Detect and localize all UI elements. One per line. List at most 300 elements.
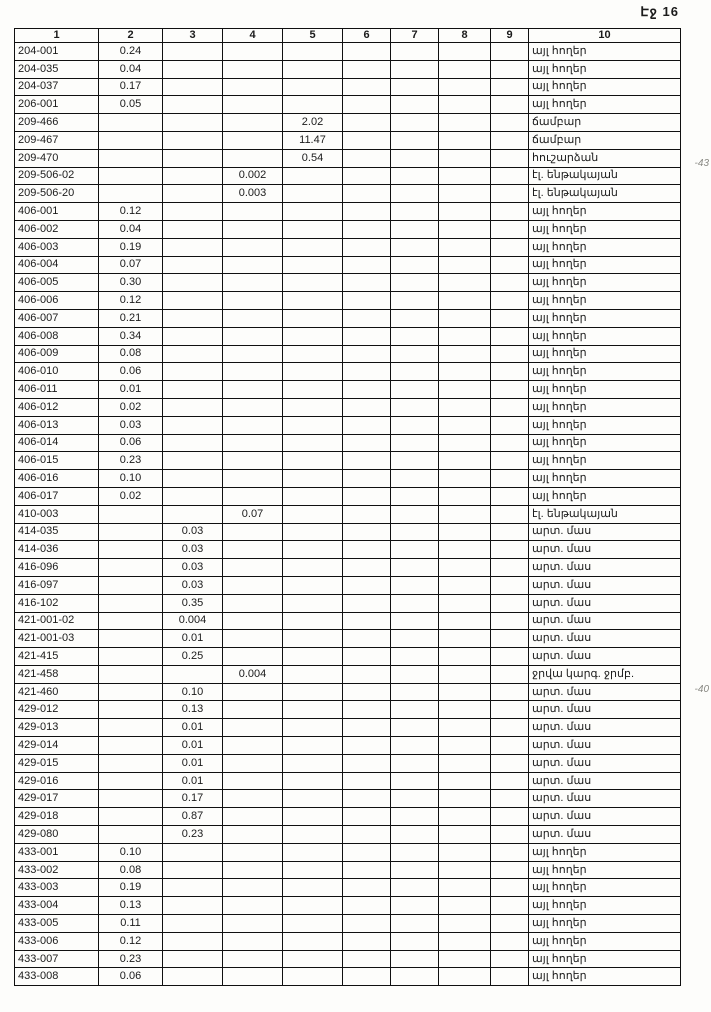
cell-col5 (283, 78, 343, 96)
cell-col5 (283, 861, 343, 879)
cell-col4: 0.003 (223, 185, 283, 203)
column-header-8: 8 (439, 29, 491, 43)
cell-col4 (223, 950, 283, 968)
cell-col4 (223, 861, 283, 879)
cell-col9 (491, 398, 529, 416)
table-row (15, 78, 681, 96)
cell-col1: 421-415 (15, 648, 99, 666)
cell-col2 (99, 505, 163, 523)
cell-col10: այլ հողեր (529, 879, 681, 897)
cell-col2: 0.06 (99, 434, 163, 452)
table-row (15, 950, 681, 968)
cell-col5 (283, 541, 343, 559)
cell-col5 (283, 470, 343, 488)
table-row (15, 434, 681, 452)
cell-col8 (439, 772, 491, 790)
cell-col8 (439, 238, 491, 256)
table-row (15, 452, 681, 470)
cell-col1: 416-096 (15, 559, 99, 577)
cell-col9 (491, 612, 529, 630)
table-row (15, 968, 681, 986)
cell-col8 (439, 932, 491, 950)
cell-col6 (343, 737, 391, 755)
cell-col1: 204-001 (15, 43, 99, 61)
cell-col1: 209-466 (15, 114, 99, 132)
cell-col3: 0.25 (163, 648, 223, 666)
cell-col7 (391, 897, 439, 915)
cell-col8 (439, 487, 491, 505)
cell-col3 (163, 78, 223, 96)
cell-col4 (223, 576, 283, 594)
cell-col2 (99, 594, 163, 612)
cell-col4 (223, 416, 283, 434)
cell-col8 (439, 897, 491, 915)
cell-col3: 0.03 (163, 523, 223, 541)
table-row (15, 790, 681, 808)
cell-col4 (223, 309, 283, 327)
column-header-10: 10 (529, 29, 681, 43)
cell-col10: արտ. մաս (529, 648, 681, 666)
cell-col1: 406-013 (15, 416, 99, 434)
cell-col6 (343, 96, 391, 114)
cell-col7 (391, 950, 439, 968)
table-row (15, 398, 681, 416)
table-row (15, 363, 681, 381)
cell-col8 (439, 683, 491, 701)
cell-col4 (223, 915, 283, 933)
cell-col4 (223, 968, 283, 986)
cell-col9 (491, 737, 529, 755)
cell-col10: այլ հողեր (529, 292, 681, 310)
cell-col3: 0.13 (163, 701, 223, 719)
cell-col9 (491, 149, 529, 167)
cell-col5 (283, 648, 343, 666)
cell-col7 (391, 843, 439, 861)
cell-col1: 406-014 (15, 434, 99, 452)
cell-col3: 0.87 (163, 808, 223, 826)
cell-col7 (391, 309, 439, 327)
cell-col5 (283, 185, 343, 203)
cell-col3: 0.01 (163, 630, 223, 648)
cell-col1: 406-003 (15, 238, 99, 256)
cell-col1: 433-005 (15, 915, 99, 933)
cell-col5 (283, 915, 343, 933)
cell-col1: 429-012 (15, 701, 99, 719)
cell-col7 (391, 381, 439, 399)
cell-col6 (343, 523, 391, 541)
cell-col9 (491, 826, 529, 844)
cell-col10: այլ հողեր (529, 43, 681, 61)
cell-col4 (223, 363, 283, 381)
cell-col3 (163, 665, 223, 683)
cell-col10: էլ. ենթակայան (529, 185, 681, 203)
cell-col10: այլ հողեր (529, 861, 681, 879)
cell-col3 (163, 327, 223, 345)
cell-col8 (439, 149, 491, 167)
cell-col5 (283, 701, 343, 719)
table-row (15, 167, 681, 185)
cell-col10: այլ հողեր (529, 256, 681, 274)
table-row (15, 203, 681, 221)
cell-col7 (391, 238, 439, 256)
cell-col9 (491, 256, 529, 274)
cell-col8 (439, 274, 491, 292)
cell-col8 (439, 719, 491, 737)
table-row (15, 131, 681, 149)
cell-col4 (223, 220, 283, 238)
cell-col3 (163, 345, 223, 363)
cell-col8 (439, 309, 491, 327)
table-row (15, 327, 681, 345)
cell-col5 (283, 96, 343, 114)
cell-col6 (343, 968, 391, 986)
cell-col2 (99, 826, 163, 844)
cell-col5 (283, 968, 343, 986)
cell-col9 (491, 897, 529, 915)
cell-col4 (223, 256, 283, 274)
cell-col6 (343, 416, 391, 434)
cell-col8 (439, 381, 491, 399)
cell-col6 (343, 434, 391, 452)
cell-col2: 0.04 (99, 220, 163, 238)
column-header-1: 1 (15, 29, 99, 43)
cell-col6 (343, 665, 391, 683)
cell-col10: արտ. մաս (529, 630, 681, 648)
cell-col8 (439, 114, 491, 132)
cell-col2 (99, 576, 163, 594)
cell-col10: այլ հողեր (529, 274, 681, 292)
cell-col8 (439, 434, 491, 452)
table-row (15, 737, 681, 755)
cell-col10: արտ. մաս (529, 772, 681, 790)
cell-col5: 2.02 (283, 114, 343, 132)
cell-col2: 0.11 (99, 915, 163, 933)
cell-col3 (163, 861, 223, 879)
cell-col2: 0.23 (99, 452, 163, 470)
cell-col7 (391, 826, 439, 844)
table-row (15, 772, 681, 790)
cell-col10: այլ հողեր (529, 327, 681, 345)
cell-col1: 406-017 (15, 487, 99, 505)
cell-col4: 0.002 (223, 167, 283, 185)
table-row (15, 274, 681, 292)
cell-col5 (283, 309, 343, 327)
cell-col1: 433-006 (15, 932, 99, 950)
cell-col2: 0.07 (99, 256, 163, 274)
cell-col10: այլ հողեր (529, 78, 681, 96)
cell-col6 (343, 683, 391, 701)
cell-col2: 0.34 (99, 327, 163, 345)
cell-col8 (439, 43, 491, 61)
cell-col2 (99, 808, 163, 826)
cell-col5 (283, 203, 343, 221)
cell-col9 (491, 808, 529, 826)
cell-col6 (343, 363, 391, 381)
cell-col5 (283, 719, 343, 737)
cell-col4 (223, 612, 283, 630)
cell-col4 (223, 808, 283, 826)
cell-col7 (391, 60, 439, 78)
cell-col3 (163, 398, 223, 416)
cell-col7 (391, 932, 439, 950)
cell-col3: 0.10 (163, 683, 223, 701)
cell-col3 (163, 114, 223, 132)
cell-col9 (491, 665, 529, 683)
cell-col6 (343, 648, 391, 666)
cell-col7 (391, 114, 439, 132)
column-header-7: 7 (391, 29, 439, 43)
cell-col5: 0.54 (283, 149, 343, 167)
cell-col3 (163, 968, 223, 986)
cell-col10: այլ հողեր (529, 416, 681, 434)
cell-col3 (163, 185, 223, 203)
cell-col7 (391, 274, 439, 292)
table-row (15, 843, 681, 861)
cell-col4 (223, 719, 283, 737)
cell-col7 (391, 256, 439, 274)
cell-col9 (491, 185, 529, 203)
cell-col1: 406-010 (15, 363, 99, 381)
table-row (15, 381, 681, 399)
cell-col7 (391, 790, 439, 808)
cell-col5 (283, 363, 343, 381)
cell-col1: 406-006 (15, 292, 99, 310)
cell-col1: 433-001 (15, 843, 99, 861)
cell-col7 (391, 96, 439, 114)
cell-col10: ջրվա կարգ. ջրմբ. (529, 665, 681, 683)
cell-col5 (283, 772, 343, 790)
cell-col8 (439, 345, 491, 363)
cell-col10: այլ հողեր (529, 96, 681, 114)
cell-col2: 0.06 (99, 363, 163, 381)
cell-col4 (223, 292, 283, 310)
cell-col4 (223, 683, 283, 701)
cell-col4 (223, 43, 283, 61)
cell-col10: այլ հողեր (529, 60, 681, 78)
table-row (15, 719, 681, 737)
cell-col2: 0.23 (99, 950, 163, 968)
cell-col7 (391, 398, 439, 416)
cell-col8 (439, 612, 491, 630)
cell-col1: 421-460 (15, 683, 99, 701)
column-header-5: 5 (283, 29, 343, 43)
cell-col3 (163, 274, 223, 292)
cell-col8 (439, 452, 491, 470)
cell-col3 (163, 256, 223, 274)
cell-col1: 406-012 (15, 398, 99, 416)
table-row (15, 470, 681, 488)
cell-col8 (439, 648, 491, 666)
cell-col1: 429-013 (15, 719, 99, 737)
cell-col10: արտ. մաս (529, 790, 681, 808)
cell-col4 (223, 345, 283, 363)
cell-col3 (163, 292, 223, 310)
cell-col4 (223, 381, 283, 399)
cell-col2 (99, 665, 163, 683)
cell-col2: 0.12 (99, 203, 163, 221)
table-row (15, 612, 681, 630)
cell-col10: արտ. մաս (529, 559, 681, 577)
cell-col2 (99, 185, 163, 203)
cell-col4 (223, 523, 283, 541)
cell-col10: էլ. ենթակայան (529, 167, 681, 185)
cell-col5 (283, 559, 343, 577)
cell-col6 (343, 220, 391, 238)
cell-col2 (99, 114, 163, 132)
cell-col5 (283, 487, 343, 505)
table-row (15, 256, 681, 274)
column-header-3: 3 (163, 29, 223, 43)
cell-col6 (343, 576, 391, 594)
cell-col2: 0.03 (99, 416, 163, 434)
cell-col4: 0.07 (223, 505, 283, 523)
cell-col9 (491, 238, 529, 256)
cell-col7 (391, 719, 439, 737)
table-row (15, 559, 681, 577)
cell-col5 (283, 737, 343, 755)
cell-col9 (491, 576, 529, 594)
page-number-label: Էջ 16 (640, 4, 679, 19)
cell-col2: 0.04 (99, 60, 163, 78)
cell-col10: այլ հողեր (529, 238, 681, 256)
cell-col8 (439, 292, 491, 310)
cell-col6 (343, 274, 391, 292)
cell-col5 (283, 505, 343, 523)
cell-col2 (99, 701, 163, 719)
cell-col7 (391, 470, 439, 488)
cell-col1: 406-005 (15, 274, 99, 292)
cell-col4 (223, 701, 283, 719)
cell-col9 (491, 292, 529, 310)
cell-col5 (283, 932, 343, 950)
cell-col9 (491, 843, 529, 861)
cell-col3: 0.23 (163, 826, 223, 844)
cell-col1: 209-467 (15, 131, 99, 149)
cell-col1: 406-002 (15, 220, 99, 238)
cell-col2: 0.17 (99, 78, 163, 96)
cell-col9 (491, 434, 529, 452)
cell-col3: 0.01 (163, 772, 223, 790)
cell-col6 (343, 487, 391, 505)
cell-col2 (99, 131, 163, 149)
cell-col3 (163, 434, 223, 452)
cell-col9 (491, 968, 529, 986)
cell-col2 (99, 683, 163, 701)
cell-col5 (283, 950, 343, 968)
cell-col8 (439, 523, 491, 541)
cell-col7 (391, 737, 439, 755)
cell-col7 (391, 43, 439, 61)
cell-col9 (491, 879, 529, 897)
cell-col6 (343, 790, 391, 808)
cell-col1: 209-470 (15, 149, 99, 167)
cell-col9 (491, 60, 529, 78)
handwritten-margin-note: -43 (694, 158, 709, 169)
cell-col1: 406-004 (15, 256, 99, 274)
cell-col5 (283, 416, 343, 434)
cell-col10: արտ. մաս (529, 594, 681, 612)
cell-col8 (439, 220, 491, 238)
cell-col10: այլ հողեր (529, 897, 681, 915)
cell-col9 (491, 381, 529, 399)
cell-col4 (223, 879, 283, 897)
cell-col5 (283, 630, 343, 648)
cell-col9 (491, 363, 529, 381)
cell-col2: 0.10 (99, 470, 163, 488)
cell-col2 (99, 754, 163, 772)
cell-col1: 429-016 (15, 772, 99, 790)
cell-col3 (163, 416, 223, 434)
cell-col8 (439, 470, 491, 488)
cell-col1: 429-017 (15, 790, 99, 808)
cell-col7 (391, 559, 439, 577)
cell-col5 (283, 167, 343, 185)
cell-col3 (163, 220, 223, 238)
cell-col6 (343, 43, 391, 61)
cell-col3 (163, 381, 223, 399)
table-row (15, 594, 681, 612)
cell-col6 (343, 309, 391, 327)
cell-col2: 0.02 (99, 398, 163, 416)
cell-col1: 414-036 (15, 541, 99, 559)
cell-col2: 0.19 (99, 879, 163, 897)
cell-col1: 206-001 (15, 96, 99, 114)
cell-col8 (439, 131, 491, 149)
cell-col9 (491, 167, 529, 185)
cell-col1: 433-002 (15, 861, 99, 879)
table-row (15, 897, 681, 915)
cell-col7 (391, 915, 439, 933)
cell-col2: 0.05 (99, 96, 163, 114)
cell-col7 (391, 416, 439, 434)
cell-col7 (391, 131, 439, 149)
cell-col10: արտ. մաս (529, 523, 681, 541)
cell-col3 (163, 203, 223, 221)
cell-col9 (491, 309, 529, 327)
cell-col5 (283, 523, 343, 541)
header-row (15, 29, 681, 43)
cell-col6 (343, 345, 391, 363)
cell-col8 (439, 630, 491, 648)
cell-col7 (391, 683, 439, 701)
cell-col4 (223, 470, 283, 488)
cell-col1: 416-097 (15, 576, 99, 594)
cell-col4 (223, 541, 283, 559)
cell-col5 (283, 897, 343, 915)
cell-col1: 429-080 (15, 826, 99, 844)
cell-col4 (223, 60, 283, 78)
cell-col2: 0.13 (99, 897, 163, 915)
cell-col6 (343, 826, 391, 844)
cell-col3: 0.01 (163, 719, 223, 737)
cell-col8 (439, 541, 491, 559)
cell-col9 (491, 861, 529, 879)
cell-col6 (343, 292, 391, 310)
cell-col1: 406-001 (15, 203, 99, 221)
data-table (14, 28, 681, 986)
cell-col9 (491, 594, 529, 612)
cell-col9 (491, 648, 529, 666)
cell-col6 (343, 185, 391, 203)
cell-col6 (343, 381, 391, 399)
cell-col9 (491, 950, 529, 968)
cell-col4 (223, 398, 283, 416)
cell-col9 (491, 487, 529, 505)
cell-col7 (391, 78, 439, 96)
cell-col10: այլ հողեր (529, 968, 681, 986)
cell-col8 (439, 505, 491, 523)
cell-col10: արտ. մաս (529, 737, 681, 755)
